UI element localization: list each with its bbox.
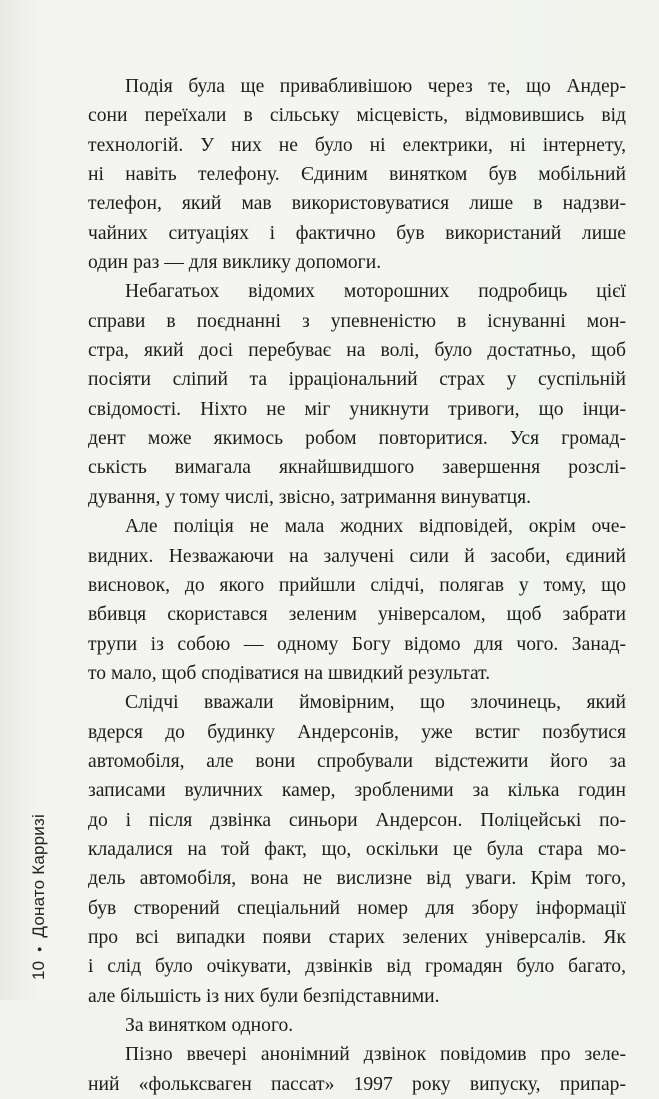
text-line: дування, у тому числі, звісно, затримання винуватця.	[88, 486, 532, 508]
text-line: висновок, до якого прийшли слідчі, полягав у тому, що	[88, 574, 626, 596]
text-line: стра, який досі перебуває на волі, було достатньо, щоб	[88, 340, 626, 362]
text-line: автомобіля, але вони спробували відстежити його за	[88, 750, 626, 772]
author-name: Донато Карризі	[29, 814, 48, 938]
text-line: сони переїхали в сільську місцевість, відмовившись від	[88, 105, 626, 127]
body-text	[88, 72, 626, 1099]
text-line: ні навіть телефону. Єдиним винятком був мобільний	[88, 164, 626, 186]
text-line: один раз — для виклику допомоги.	[88, 252, 382, 274]
text-line: ний «фольксваген пассат» 1997 року випуску, припар-	[88, 1073, 626, 1095]
text-line: вдерся до будинку Андерсонів, уже встиг позбутися	[88, 721, 626, 743]
text-line: дент може якимось робом повторитися. Уся громад-	[88, 428, 626, 450]
text-line: Подія була ще привабливішою через те, що Андер-	[125, 76, 626, 97]
text-line: Слідчі вважали ймовірним, що злочинець, який	[125, 692, 626, 714]
paragraph	[88, 688, 626, 1011]
text-line: кладалися на той факт, що, оскільки це була стара мо-	[88, 838, 626, 860]
text-line: дель автомобіля, вона не вислизне від уваги. Крім того,	[88, 868, 626, 890]
text-line: до і після дзвінка синьори Андерсон. Поліцейські по-	[88, 809, 626, 831]
text-line: Але поліція не мала жодних відповідей, окрім оче-	[125, 516, 626, 538]
text-line: то мало, щоб сподіватися на швидкий результат.	[88, 662, 491, 684]
paragraph	[88, 512, 626, 688]
text-line: справи в поєднанні з упевненістю в існуванні мон-	[88, 310, 626, 332]
text-line: вбивця скористався зеленим універсалом, щоб забрати	[88, 604, 626, 626]
paragraph	[88, 1011, 626, 1040]
text-line: і слід було очікувати, дзвінків від громадян було багато,	[88, 956, 626, 978]
paragraph	[88, 72, 626, 277]
running-head	[29, 814, 49, 980]
text-line: Небагатьох відомих моторошних подробиць цієї	[125, 281, 626, 303]
text-line: За винятком одного.	[125, 1015, 294, 1036]
text-line: записами вуличних камер, зробленими за кілька годин	[88, 780, 626, 802]
separator-bullet: •	[31, 946, 47, 952]
text-line: видних. Незважаючи на залучені сили й засоби, єдиний	[88, 545, 626, 567]
text-line: технологій. У них не було ні електрики, ні інтернету,	[88, 134, 626, 156]
paragraph	[88, 1040, 626, 1099]
text-line: посіяти сліпий та ірраціональний страх у суспільній	[88, 369, 626, 391]
text-line: але більшість із них були безпідставними.	[88, 985, 440, 1007]
paragraph	[88, 277, 626, 512]
text-line: був створений спеціальний номер для збору інформації	[88, 897, 626, 919]
text-line: свідомості. Ніхто не міг уникнути тривоги, що інци-	[88, 398, 626, 420]
text-line: Пізно ввечері анонімний дзвінок повідомив про зеле-	[125, 1044, 626, 1066]
text-line: чайних ситуаціях і фактично був використаний лише	[88, 222, 626, 244]
text-line: телефон, який мав використовуватися лише в надзви-	[88, 193, 626, 215]
text-line: про всі випадки появи старих зелених універсалів. Як	[88, 926, 626, 948]
text-line: ськість вимагала якнайшвидшого завершення розслі-	[88, 457, 626, 479]
page-number: 10	[29, 960, 48, 980]
text-line: трупи із собою — одному Богу відомо для чого. Занад-	[88, 633, 626, 655]
